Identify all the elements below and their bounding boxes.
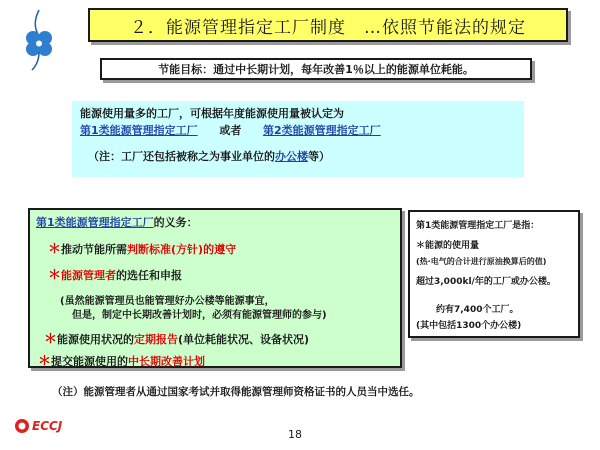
- duty-3-suffix: (单位耗能状况、设备状况): [178, 333, 310, 346]
- eccj-logo-icon: [14, 418, 62, 434]
- duty-item-3: [44, 328, 309, 347]
- definition-line-2: (热·电气的合计进行原油换算后的值): [416, 257, 547, 266]
- duty-3-prefix: 能源使用状况的: [57, 333, 135, 346]
- page-title: ２．能源管理指定工厂制度 …依照节能法的规定: [88, 8, 568, 42]
- intro-line: 能源使用量多的工厂，可根据年度能源使用量被认定为: [80, 107, 344, 120]
- designation-line: [80, 122, 516, 139]
- class1-link[interactable]: 第1类能源管理指定工厂: [80, 124, 198, 137]
- asterisk-icon: ＊: [38, 354, 52, 369]
- logo-mark-icon: [14, 418, 30, 434]
- duties-heading: [36, 214, 198, 230]
- office-note-prefix: （注：工厂还包括被称之为事业单位的: [88, 150, 275, 163]
- class2-link[interactable]: 第2类能源管理指定工厂: [263, 124, 381, 137]
- page-number: 18: [288, 428, 302, 441]
- duty-item-4: [38, 350, 205, 369]
- asterisk-icon: ＊: [44, 332, 58, 347]
- footnote: （注）能源管理者从通过国家考试并取得能源管理师资格证书的人员当中选任。: [52, 386, 420, 398]
- duty-item-1: [48, 238, 236, 257]
- duty-1-prefix: 推动节能所需: [61, 243, 128, 256]
- duties-heading-suffix: 的义务：: [153, 216, 198, 229]
- asterisk-icon: ＊: [48, 242, 62, 257]
- definition-box: [408, 210, 580, 338]
- definition-line-4: 约有7,400个工厂。: [436, 305, 519, 315]
- duty-2-suffix: 的选任和申报: [116, 269, 183, 282]
- goal-banner: 节能目标：通过中长期计划，每年改善1％以上的能源单位耗能。: [100, 58, 532, 80]
- logo-text: ECCJ: [32, 419, 63, 433]
- intro-box: [72, 101, 524, 177]
- or-text: 或者: [219, 124, 242, 137]
- duty-4-prefix: 提交能源使用的: [51, 355, 129, 368]
- definition-line-1: ＊能源的使用量: [416, 241, 480, 251]
- duties-box: [28, 208, 402, 368]
- duties-heading-link[interactable]: 第1类能源管理指定工厂: [36, 216, 154, 229]
- definition-line-3: 超过3,000kl/年的工厂或办公楼。: [416, 277, 556, 287]
- office-note-suffix: 等）: [308, 150, 330, 163]
- duty-4-highlight: 中长期改善计划: [128, 355, 206, 368]
- duty-1-highlight: 判断标准(方针)的遵守: [127, 243, 237, 256]
- duty-item-2: [48, 264, 182, 283]
- office-note: [80, 148, 516, 165]
- asterisk-icon: ＊: [48, 268, 62, 283]
- duty-2-subnote-2: 但是，制定中长期改善计划时，必须有能源管理师的参与): [72, 310, 327, 321]
- duty-2-highlight: 能源管理者: [61, 269, 117, 282]
- definition-title: 第1类能源管理指定工厂是指：: [416, 221, 540, 231]
- office-link[interactable]: 办公楼: [275, 150, 308, 163]
- duty-3-highlight: 定期报告: [134, 333, 179, 346]
- duty-2-subnote-1: (虽然能源管理员也能管理好办公楼等能源事宜，: [60, 296, 275, 307]
- definition-line-5: (其中包括1300个办公楼): [416, 321, 522, 331]
- clover-icon: [14, 6, 64, 74]
